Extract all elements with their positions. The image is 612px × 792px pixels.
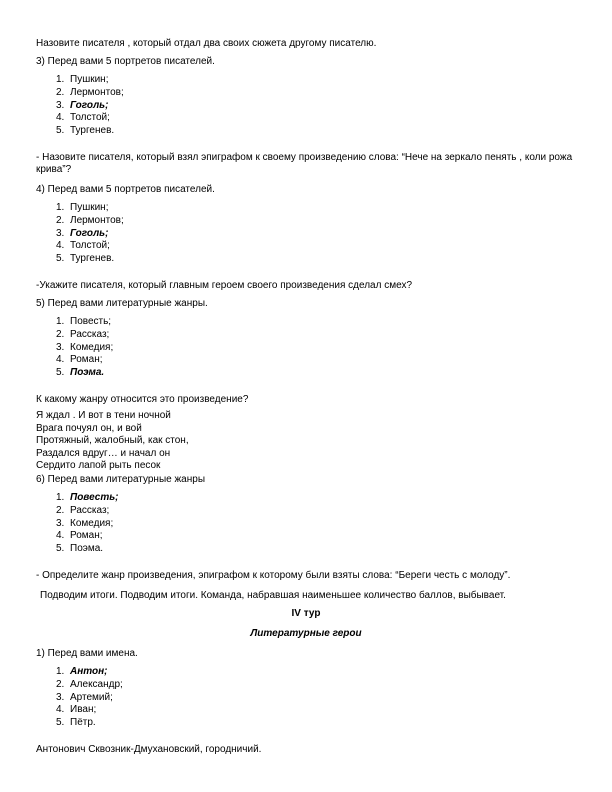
list-item: 2. Рассказ; [56, 504, 110, 516]
list-item: 2. Рассказ; [56, 328, 110, 340]
q3-list [56, 74, 124, 138]
q4-list [56, 202, 124, 266]
list-item: 1. Повесть; [56, 492, 119, 503]
list-item: 2. Лермонтов; [56, 214, 124, 226]
q1-heading: 1) Перед вами имена. [36, 648, 138, 659]
list-item: 5. Тургенев. [56, 125, 115, 137]
list-item: 4. Толстой; [56, 112, 110, 124]
q6-task: - Определите жанр произведения, эпиграфом к которому были взяты слова: “Береги честь с молоду”. [36, 570, 511, 581]
round-subtitle: Литературные герои [250, 628, 362, 639]
list-item: 3. Гоголь; [56, 99, 109, 111]
list-item: 5. Пётр. [56, 717, 96, 729]
list-item: 4. Иван; [56, 704, 97, 716]
q3-task: - Назовите писателя, который взял эпиграфом к своему произведению слова: “Нече на зеркало пенять , коли рожа крива”? [36, 152, 573, 175]
verse-quote [36, 410, 189, 473]
list-item: 5. Поэма. [56, 367, 105, 379]
summary-text: Подводим итоги. Подводим итоги. Команда, набравшая наименьшее количество баллов, выбывает. [40, 590, 506, 601]
q6-heading: 6) Перед вами литературные жанры [36, 474, 206, 485]
list-item: 3. Комедия; [56, 517, 114, 529]
list-item: 4. Роман; [56, 530, 103, 542]
q5-list [56, 316, 113, 380]
list-item: 5. Поэма. [56, 543, 104, 555]
q4-heading: 4) Перед вами 5 портретов писателей. [36, 184, 215, 195]
q5-task: К какому жанру относится это произведение? [36, 394, 249, 405]
q5-heading: 5) Перед вами литературные жанры. [36, 298, 208, 309]
list-item: 5. Тургенев. [56, 253, 115, 265]
list-item: 3. Комедия; [56, 341, 114, 353]
q1-list [56, 666, 123, 730]
list-item: 4. Роман; [56, 354, 103, 366]
verse-line: Я ждал . И вот в тени ночной [36, 410, 171, 421]
verse-line: Сердито лапой рыть песок [36, 460, 161, 472]
list-item: 1. Пушкин; [56, 74, 109, 85]
list-item: 2. Лермонтов; [56, 86, 124, 98]
round-title: IV тур [291, 608, 321, 619]
intro-question: Назовите писателя , который отдал два своих сюжета другому писателю. [36, 38, 377, 49]
q6-list [56, 492, 119, 556]
list-item: 1. Повесть; [56, 316, 112, 327]
verse-line: Раздался вдруг… и начал он [36, 447, 171, 459]
q4-task: -Укажите писателя, который главным героем своего произведения сделал смех? [36, 280, 413, 291]
list-item: 1. Антон; [56, 666, 108, 677]
list-item: 2. Александр; [56, 678, 123, 690]
verse-line: Протяжный, жалобный, как стон, [36, 435, 189, 447]
verse-line: Врага почуял он, и вой [36, 422, 142, 434]
list-item: 1. Пушкин; [56, 202, 109, 213]
closing-text: Антонович Сквозник-Дмухановский, городничий. [36, 744, 262, 755]
q3-heading: 3) Перед вами 5 портретов писателей. [36, 56, 215, 67]
list-item: 3. Артемий; [56, 691, 113, 703]
list-item: 3. Гоголь; [56, 227, 109, 239]
list-item: 4. Толстой; [56, 240, 110, 252]
